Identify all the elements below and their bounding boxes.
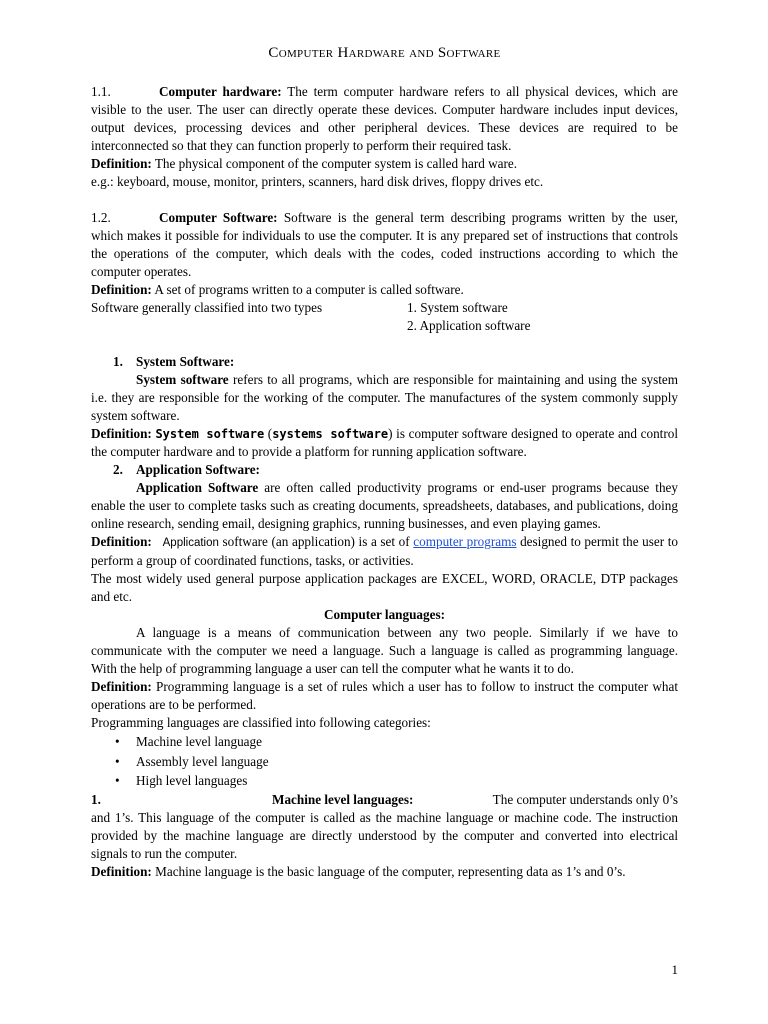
definition-label: Definition: <box>91 534 152 549</box>
machine-language-heading-row <box>91 791 678 809</box>
section-number: 1.2. <box>91 210 111 225</box>
software-types-row-2 <box>91 317 678 335</box>
programming-language-definition: Definition: Programming language is a set of rules which a user has to follow to instruct the computer what operations are to be performed. <box>91 679 678 712</box>
section-hardware <box>91 83 678 155</box>
section-number: 1.1. <box>91 84 111 99</box>
software-types-row <box>91 299 678 317</box>
languages-classified: Programming languages are classified into following categories: <box>91 715 431 730</box>
section-heading: Computer hardware: <box>159 84 282 99</box>
hardware-examples: e.g.: keyboard, mouse, monitor, printers, scanners, hard disk drives, floppy drives etc. <box>91 174 544 189</box>
language-category-list <box>91 732 678 791</box>
definition-label: Definition: <box>91 282 152 297</box>
term-systems-software: systems software <box>272 427 389 441</box>
application-software-body: Application Software are often called productivity programs or end-user programs because they enable the user to complete tasks such as creating documents, spreadsheets, databases, and publications, doing online research, sending email, designing graphics, running businesses, and even playing games. <box>91 480 678 531</box>
computer-programs-link[interactable]: computer programs <box>413 534 517 549</box>
page-title: Computer Hardware and Software <box>268 45 501 61</box>
definition-label: Definition: <box>91 679 152 694</box>
computer-languages-body: A language is a means of communication between any two people. Similarly if we have to communicate with the computer we need a language. Such a language is called as programming language. With the help of programming language a user can tell the computer what he wants it to do. <box>91 625 678 676</box>
lead-term: Application Software <box>136 480 259 495</box>
system-software-definition: Definition: System software (systems software) is computer software designed to operate and control the computer hardware and to provide a platform for running application software. <box>91 426 678 459</box>
computer-languages-heading: Computer languages: <box>323 607 445 622</box>
section-body: The term computer hardware refers to all physical devices, which are visible to the user. The user can directly operate these devices. Computer hardware includes input devices, output devices, processing devices and other peripheral devices. These devices are required to be interconnected so that they can function properly to perform their required task. <box>91 84 678 153</box>
machine-language-body: and 1’s. This language of the computer is called as the machine language or machine code. The instruction provided by the machine language are directly understood by the computer and converted into electrical signals to run the computer. <box>91 809 678 861</box>
term-system-software: System software <box>155 427 265 441</box>
section-number: 1. <box>91 791 101 807</box>
machine-language-definition: Definition: Machine language is the basic language of the computer, representing data as 1’s and 0’s. <box>91 863 626 879</box>
section-software <box>91 209 678 281</box>
application-software-definition: Definition: Application software (an application) is a set of computer programs designed to permit the user to perform a group of coordinated functions, tasks, or activities. <box>91 534 679 568</box>
application-packages: The most widely used general purpose application packages are EXCEL, WORD, ORACLE, DTP packages and etc. <box>91 571 678 604</box>
definition-text: The physical component of the computer system is called hard ware. <box>151 156 518 171</box>
lead-term: System software <box>136 372 229 387</box>
hardware-definition <box>91 155 678 173</box>
software-type-1: 1. System software <box>407 300 508 315</box>
definition-label: Definition: <box>91 426 152 441</box>
definition-label: Definition: <box>91 863 152 879</box>
system-software-heading: 1. System Software: <box>113 354 235 369</box>
software-definition <box>91 281 678 299</box>
definition-text: A set of programs written to a computer is called software. <box>151 282 464 297</box>
list-item: • High level languages <box>136 771 678 791</box>
page-number: 1 <box>671 962 678 977</box>
section-body: Software is the general term describing programs written by the user, which makes it possible for individuals to use the computer. It is any prepared set of instructions that controls the operations of the computer, which deals with the codes, coded instructions according to which the computer operates. <box>91 210 678 279</box>
machine-language-heading: Machine level languages: <box>272 791 414 807</box>
list-item: • Assembly level language <box>136 752 678 772</box>
application-software-heading: 2. Application Software: <box>113 462 260 477</box>
software-classified-text: Software generally classified into two types <box>91 300 323 315</box>
list-item: • Machine level language <box>136 732 678 752</box>
machine-language-first-line: The computer understands only 0’s <box>492 791 678 807</box>
software-type-2: 2. Application software <box>407 318 531 333</box>
system-software-body: System software refers to all programs, which are responsible for maintaining and using the system i.e. they are responsible for the working of the computer. The manufactures of the system commonly supply system software. <box>91 372 678 423</box>
term-application: Application <box>162 537 219 549</box>
section-heading: Computer Software: <box>159 210 278 225</box>
definition-label: Definition: <box>91 156 152 171</box>
